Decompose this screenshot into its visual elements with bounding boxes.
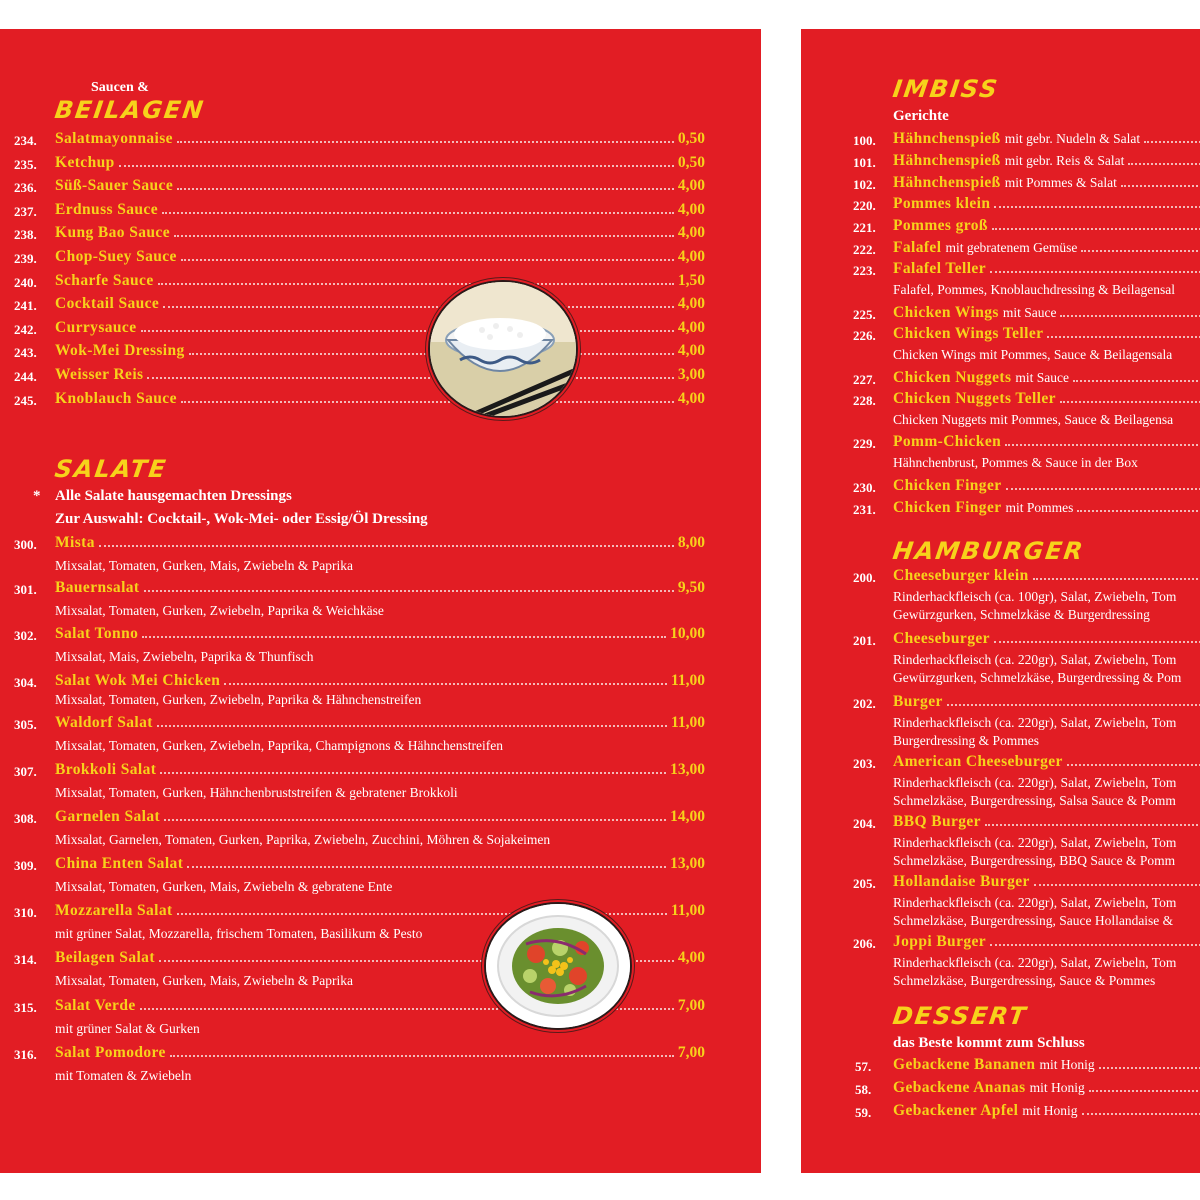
- item-name: Joppi Burger: [893, 933, 987, 950]
- item-extra: mit gebr. Reis & Salat: [1004, 153, 1125, 168]
- item-name: Hähnchenspieß: [893, 152, 1001, 169]
- menu-item-row: [55, 201, 705, 221]
- menu-item-row: [55, 248, 705, 268]
- item-description: Gewürzgurken, Schmelzkäse, Burgerdressing & Pom: [893, 670, 1182, 685]
- menu-item-row: [55, 295, 705, 315]
- item-number: 241.: [14, 298, 37, 314]
- menu-item-row: [893, 195, 1200, 215]
- item-description: Mixsalat, Tomaten, Gurken, Zwiebeln, Paprika & Weichkäse: [55, 603, 384, 618]
- item-description: Mixsalat, Tomaten, Gurken, Hähnchenbruststreifen & gebratener Brokkoli: [55, 785, 458, 800]
- item-name: Chicken Wings Teller: [893, 325, 1044, 342]
- menu-item-row: [55, 625, 705, 645]
- leader-dots: [1005, 444, 1200, 446]
- item-name: Mista: [55, 534, 95, 551]
- leader-dots: [992, 228, 1200, 230]
- salads-heading: SALATE: [53, 455, 170, 483]
- item-number: 203.: [853, 756, 876, 771]
- item-description: Chicken Nuggets mit Pommes, Sauce & Beilagensa: [893, 412, 1174, 427]
- item-number: 316.: [14, 1047, 37, 1062]
- item-number: 309.: [14, 858, 37, 873]
- menu-item-row: [893, 174, 1200, 194]
- item-name: Gebackener Apfel: [893, 1102, 1019, 1119]
- menu-page-left: [0, 29, 761, 1173]
- item-description: Mixsalat, Tomaten, Gurken, Mais, Zwiebeln & Paprika: [55, 558, 353, 573]
- menu-item-row: [893, 499, 1200, 519]
- salads-note-star: *: [33, 488, 41, 504]
- leader-dots: [99, 545, 674, 547]
- item-extra: mit Sauce: [1002, 305, 1057, 320]
- item-number: 102.: [853, 177, 876, 192]
- item-extra: mit Honig: [1039, 1057, 1095, 1072]
- menu-item-row: [55, 154, 705, 174]
- leader-dots: [1077, 510, 1200, 512]
- menu-item-row: [55, 855, 705, 875]
- menu-item-row: [893, 1102, 1200, 1122]
- leader-dots: [1089, 1090, 1200, 1092]
- item-name: Salatmayonnaise: [55, 130, 173, 147]
- item-number: 100.: [853, 133, 876, 148]
- item-number: 231.: [853, 502, 876, 517]
- leader-dots: [1082, 1113, 1200, 1115]
- item-name: Mozzarella Salat: [55, 902, 173, 919]
- leader-dots: [994, 641, 1200, 643]
- sauces-title-small: Saucen &: [91, 80, 149, 95]
- item-price: 4,00: [677, 248, 705, 265]
- menu-item-row: [893, 477, 1200, 497]
- item-name: Falafel Teller: [893, 260, 986, 277]
- menu-item-row: [893, 239, 1200, 259]
- item-number: 57.: [855, 1059, 872, 1074]
- item-price: 4,00: [677, 389, 705, 407]
- menu-item-row: [893, 933, 1200, 953]
- item-description: Rinderhackfleisch (ca. 220gr), Salat, Zwiebeln, Tom: [893, 652, 1177, 667]
- menu-item-row: [893, 813, 1200, 833]
- item-price: 4,00: [677, 342, 705, 360]
- leader-dots: [160, 772, 666, 774]
- menu-item-row: [893, 152, 1200, 172]
- item-name: Süß-Sauer Sauce: [55, 177, 174, 195]
- item-number: 225.: [853, 307, 876, 322]
- item-description: Burgerdressing & Pommes: [893, 733, 1039, 748]
- salads-note-1: Alle Salate hausgemachten Dressings: [55, 488, 292, 504]
- item-number: 227.: [853, 372, 876, 387]
- item-name: Burger: [893, 693, 943, 710]
- menu-item-row: [55, 224, 705, 244]
- item-name: Brokkoli Salat: [55, 761, 157, 778]
- item-number: 201.: [853, 633, 876, 648]
- menu-item-row: [55, 366, 705, 386]
- menu-item-row: [893, 217, 1200, 237]
- item-name: Pommes groß: [893, 217, 988, 234]
- item-extra: mit gebratenem Gemüse: [945, 240, 1078, 255]
- item-name: Chicken Nuggets: [893, 369, 1012, 386]
- item-number: 242.: [14, 321, 37, 337]
- item-name: Bauernsalat: [55, 579, 140, 596]
- item-number: 221.: [853, 220, 876, 235]
- item-name: American Cheeseburger: [893, 753, 1063, 770]
- item-name: Hollandaise Burger: [893, 873, 1030, 890]
- item-number: 300.: [14, 537, 37, 552]
- leader-dots: [990, 271, 1200, 273]
- item-name: Cocktail Sauce: [55, 295, 160, 313]
- item-name: Garnelen Salat: [55, 808, 161, 825]
- item-price: 11,00: [670, 714, 705, 731]
- leader-dots: [144, 590, 674, 592]
- item-description: Hähnchenbrust, Pommes & Sauce in der Box: [893, 455, 1138, 470]
- menu-item-row: [55, 319, 705, 339]
- item-number: 243.: [14, 345, 37, 361]
- item-number: 244.: [14, 369, 37, 384]
- menu-item-row: [55, 390, 705, 410]
- menu-item-row: [55, 579, 705, 599]
- item-price: 9,50: [677, 579, 705, 596]
- item-name: Scharfe Sauce: [55, 271, 154, 289]
- item-number: 222.: [853, 242, 876, 257]
- item-name: Knoblauch Sauce: [55, 389, 177, 407]
- imbiss-subtitle: Gerichte: [893, 108, 949, 124]
- leader-dots: [187, 866, 666, 868]
- item-price: 4,00: [677, 200, 705, 218]
- item-price: 4,00: [677, 949, 705, 966]
- item-description: Mixsalat, Garnelen, Tomaten, Gurken, Paprika, Zwiebeln, Zucchini, Möhren & Sojakeimen: [55, 832, 551, 847]
- item-name: Salat Verde: [55, 997, 136, 1014]
- leader-dots: [141, 330, 674, 332]
- item-price: 13,00: [670, 761, 705, 778]
- rice-bowl-image: [428, 280, 578, 418]
- leader-dots: [162, 212, 674, 214]
- item-description: Mixsalat, Tomaten, Gurken, Zwiebeln, Paprika, Champignons & Hähnchenstreifen: [55, 738, 503, 753]
- item-name: Hähnchenspieß: [893, 174, 1001, 191]
- item-number: 245.: [14, 392, 37, 408]
- item-extra: mit Pommes & Salat: [1004, 175, 1117, 190]
- leader-dots: [1081, 250, 1200, 252]
- leader-dots: [1073, 380, 1200, 382]
- item-description: Schmelzkäse, Burgerdressing, Sauce & Pommes: [893, 973, 1156, 988]
- leader-dots: [158, 283, 674, 285]
- item-number: 202.: [853, 696, 876, 711]
- item-name: Pommes klein: [893, 195, 991, 212]
- menu-item-row: [55, 672, 705, 692]
- item-name: Kung Bao Sauce: [55, 224, 170, 242]
- item-number: 237.: [14, 203, 37, 219]
- item-number: 236.: [14, 180, 37, 196]
- item-name: Cheeseburger klein: [893, 567, 1029, 584]
- item-description: Rinderhackfleisch (ca. 220gr), Salat, Zwiebeln, Tom: [893, 835, 1177, 850]
- item-extra: mit Honig: [1022, 1103, 1078, 1118]
- leader-dots: [994, 206, 1200, 208]
- item-description: Rinderhackfleisch (ca. 100gr), Salat, Zwiebeln, Tom: [893, 589, 1177, 604]
- menu-page-right: [801, 29, 1200, 1173]
- menu-item-row: [55, 177, 705, 197]
- leader-dots: [1060, 315, 1200, 317]
- menu-item-row: [55, 534, 705, 554]
- item-name: Waldorf Salat: [55, 714, 153, 731]
- item-description: Gewürzgurken, Schmelzkäse & Burgerdressing: [893, 607, 1150, 622]
- item-number: 301.: [14, 582, 37, 597]
- menu-item-row: [893, 304, 1200, 324]
- leader-dots: [1033, 578, 1200, 580]
- menu-item-row: [55, 808, 705, 828]
- item-name: Chicken Finger: [893, 499, 1002, 516]
- item-number: 59.: [855, 1105, 872, 1120]
- item-number: 234.: [14, 133, 37, 148]
- item-description: Mixsalat, Tomaten, Gurken, Mais, Zwiebeln & Paprika: [55, 973, 353, 988]
- item-price: 4,00: [677, 177, 705, 195]
- leader-dots: [157, 725, 667, 727]
- item-name: Gebackene Bananen: [893, 1056, 1036, 1073]
- menu-item-row: [893, 873, 1200, 893]
- item-number: 310.: [14, 905, 37, 920]
- item-number: 205.: [853, 876, 876, 891]
- item-extra: mit Sauce: [1015, 370, 1070, 385]
- item-name: Erdnuss Sauce: [55, 200, 158, 218]
- item-description: Schmelzkäse, Burgerdressing, Sauce Hollandaise &: [893, 913, 1174, 928]
- item-extra: mit gebr. Nudeln & Salat: [1004, 131, 1141, 146]
- leader-dots: [174, 235, 674, 237]
- item-name: China Enten Salat: [55, 855, 184, 872]
- item-description: Mixsalat, Mais, Zwiebeln, Paprika & Thunfisch: [55, 649, 314, 664]
- item-name: Chicken Wings: [893, 304, 999, 321]
- item-price: 4,00: [677, 224, 705, 242]
- rice-bowl-illustration: [430, 282, 576, 416]
- item-price: 0,50: [677, 130, 705, 147]
- item-name: Wok-Mei Dressing: [55, 342, 185, 360]
- menu-item-row: [893, 369, 1200, 389]
- item-name: Salat Tonno: [55, 625, 139, 642]
- item-name: Beilagen Salat: [55, 949, 155, 966]
- item-name: Chop-Suey Sauce: [55, 248, 177, 265]
- leader-dots: [147, 377, 673, 379]
- item-name: Weisser Reis: [55, 366, 144, 383]
- leader-dots: [947, 704, 1200, 706]
- leader-dots: [985, 824, 1200, 826]
- item-price: 7,00: [677, 1044, 705, 1061]
- leader-dots: [1121, 185, 1200, 187]
- item-price: 10,00: [670, 625, 705, 642]
- item-number: 238.: [14, 227, 37, 243]
- item-name: Currysauce: [55, 318, 137, 336]
- item-description: Schmelzkäse, Burgerdressing, Salsa Sauce & Pomm: [893, 793, 1176, 808]
- item-description: mit grüner Salat & Gurken: [55, 1021, 200, 1036]
- leader-dots: [1006, 488, 1200, 490]
- menu-item-row: [893, 630, 1200, 650]
- item-description: Mixsalat, Tomaten, Gurken, Mais, Zwiebeln & gebratene Ente: [55, 879, 393, 894]
- item-number: 305.: [14, 717, 37, 732]
- item-description: Rinderhackfleisch (ca. 220gr), Salat, Zwiebeln, Tom: [893, 775, 1177, 790]
- item-number: 58.: [855, 1082, 872, 1097]
- item-name: Pomm-Chicken: [893, 433, 1002, 450]
- dessert-heading: DESSERT: [891, 1002, 1030, 1030]
- item-price: 1,50: [677, 271, 705, 289]
- menu-item-row: [893, 433, 1200, 453]
- leader-dots: [1034, 884, 1200, 886]
- menu-item-row: [55, 272, 705, 292]
- leader-dots: [181, 259, 674, 261]
- item-name: BBQ Burger: [893, 813, 981, 830]
- item-number: 308.: [14, 811, 37, 826]
- menu-item-row: [55, 714, 705, 734]
- item-description: mit grüner Salat, Mozzarella, frischem Tomaten, Basilikum & Pesto: [55, 926, 423, 941]
- sauces-heading: BEILAGEN: [53, 96, 207, 124]
- item-price: 0,50: [677, 153, 705, 171]
- item-number: 101.: [853, 155, 876, 170]
- item-number: 226.: [853, 328, 876, 343]
- item-number: 314.: [14, 952, 37, 967]
- item-name: Ketchup: [55, 153, 115, 171]
- menu-item-row: [893, 753, 1200, 773]
- item-name: Chicken Nuggets Teller: [893, 390, 1056, 407]
- leader-dots: [170, 1055, 674, 1057]
- item-number: 204.: [853, 816, 876, 831]
- item-description: mit Tomaten & Zwiebeln: [55, 1068, 192, 1083]
- menu-item-row: [893, 130, 1200, 150]
- hamburger-heading: HAMBURGER: [891, 537, 1087, 565]
- item-name: Falafel: [893, 239, 942, 256]
- leader-dots: [177, 141, 674, 143]
- item-name: Salat Pomodore: [55, 1044, 166, 1061]
- item-number: 228.: [853, 393, 876, 408]
- item-description: Falafel, Pommes, Knoblauchdressing & Beilagensal: [893, 282, 1175, 297]
- leader-dots: [181, 401, 674, 403]
- leader-dots: [990, 944, 1200, 946]
- leader-dots: [177, 188, 674, 190]
- menu-item-row: [893, 693, 1200, 713]
- leader-dots: [164, 819, 666, 821]
- leader-dots: [142, 636, 666, 638]
- leader-dots: [224, 683, 667, 685]
- menu-item-row: [55, 761, 705, 781]
- leader-dots: [1047, 336, 1200, 338]
- imbiss-heading: IMBISS: [891, 75, 1001, 103]
- item-name: Cheeseburger: [893, 630, 990, 647]
- item-extra: mit Honig: [1029, 1080, 1085, 1095]
- item-price: 14,00: [670, 808, 705, 825]
- item-number: 223.: [853, 263, 876, 278]
- salads-note-2: Zur Auswahl: Cocktail-, Wok-Mei- oder Essig/Öl Dressing: [55, 511, 428, 527]
- item-number: 220.: [853, 198, 876, 213]
- menu-item-row: [893, 1056, 1200, 1076]
- menu-item-row: [55, 342, 705, 362]
- item-number: 304.: [14, 675, 37, 690]
- menu-item-row: [893, 260, 1200, 280]
- item-price: 7,00: [677, 997, 705, 1014]
- item-number: 239.: [14, 251, 37, 266]
- salad-plate-image: [484, 902, 632, 1030]
- item-price: 8,00: [677, 534, 705, 551]
- item-price: 4,00: [677, 318, 705, 336]
- item-name: Salat Wok Mei Chicken: [55, 672, 221, 689]
- leader-dots: [1128, 163, 1200, 165]
- item-number: 240.: [14, 274, 37, 290]
- leader-dots: [1144, 141, 1200, 143]
- item-description: Rinderhackfleisch (ca. 220gr), Salat, Zwiebeln, Tom: [893, 715, 1177, 730]
- item-description: Rinderhackfleisch (ca. 220gr), Salat, Zwiebeln, Tom: [893, 895, 1177, 910]
- item-description: Rinderhackfleisch (ca. 220gr), Salat, Zwiebeln, Tom: [893, 955, 1177, 970]
- leader-dots: [119, 165, 674, 167]
- item-number: 307.: [14, 764, 37, 779]
- item-name: Gebackene Ananas: [893, 1079, 1026, 1096]
- item-price: 11,00: [670, 902, 705, 919]
- item-number: 315.: [14, 1000, 37, 1015]
- item-number: 229.: [853, 436, 876, 451]
- menu-item-row: [893, 1079, 1200, 1099]
- item-number: 206.: [853, 936, 876, 951]
- leader-dots: [163, 306, 674, 308]
- leader-dots: [1099, 1067, 1200, 1069]
- item-description: Chicken Wings mit Pommes, Sauce & Beilagensala: [893, 347, 1173, 362]
- item-price: 11,00: [670, 672, 705, 689]
- dessert-subtitle: das Beste kommt zum Schluss: [893, 1035, 1085, 1051]
- item-number: 200.: [853, 570, 876, 585]
- leader-dots: [1067, 764, 1200, 766]
- item-price: 13,00: [670, 855, 705, 872]
- menu-item-row: [55, 130, 705, 150]
- menu-item-row: [55, 1044, 705, 1064]
- item-price: 4,00: [677, 295, 705, 313]
- salad-plate-illustration: [486, 904, 630, 1028]
- item-description: Schmelzkäse, Burgerdressing, BBQ Sauce & Pomm: [893, 853, 1176, 868]
- item-number: 235.: [14, 156, 37, 172]
- item-description: Mixsalat, Tomaten, Gurken, Zwiebeln, Paprika & Hähnchenstreifen: [55, 692, 422, 707]
- item-extra: mit Pommes: [1005, 500, 1074, 515]
- item-name: Chicken Finger: [893, 477, 1002, 494]
- item-number: 230.: [853, 480, 876, 495]
- leader-dots: [1060, 401, 1200, 403]
- menu-item-row: [893, 567, 1200, 587]
- menu-item-row: [893, 390, 1200, 410]
- item-name: Hähnchenspieß: [893, 130, 1001, 147]
- item-price: 3,00: [677, 366, 705, 383]
- item-number: 302.: [14, 628, 37, 643]
- menu-item-row: [893, 325, 1200, 345]
